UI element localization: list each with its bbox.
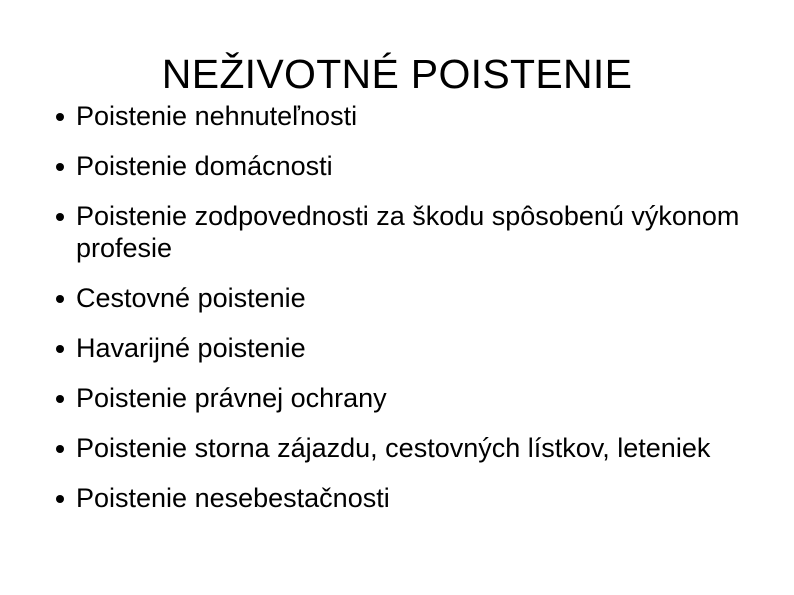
bullet-item (56, 100, 756, 132)
bullet-item (56, 282, 756, 314)
bullet-dot-icon (56, 495, 64, 503)
bullet-text: Poistenie nesebestačnosti (76, 483, 390, 513)
bullet-list (56, 100, 756, 532)
bullet-text: Cestovné poistenie (76, 283, 306, 313)
bullet-item (56, 382, 756, 414)
bullet-item (56, 150, 756, 182)
bullet-text: Poistenie storna zájazdu, cestovných lístkov, leteniek (76, 433, 711, 463)
bullet-dot-icon (56, 345, 64, 353)
bullet-dot-icon (56, 213, 64, 221)
bullet-text: Havarijné poistenie (76, 333, 306, 363)
bullet-item (56, 482, 756, 514)
bullet-dot-icon (56, 445, 64, 453)
bullet-item (56, 200, 756, 264)
bullet-dot-icon (56, 395, 64, 403)
bullet-item (56, 332, 756, 364)
bullet-dot-icon (56, 113, 64, 121)
bullet-dot-icon (56, 163, 64, 171)
bullet-text: Poistenie domácnosti (76, 151, 333, 181)
bullet-text: Poistenie právnej ochrany (76, 383, 387, 413)
bullet-item (56, 432, 756, 464)
bullet-dot-icon (56, 295, 64, 303)
slide-title: NEŽIVOTNÉ POISTENIE (161, 51, 633, 97)
bullet-text: Poistenie zodpovednosti za škodu spôsobenú výkonom profesie (76, 201, 740, 263)
bullet-text: Poistenie nehnuteľnosti (76, 101, 358, 131)
